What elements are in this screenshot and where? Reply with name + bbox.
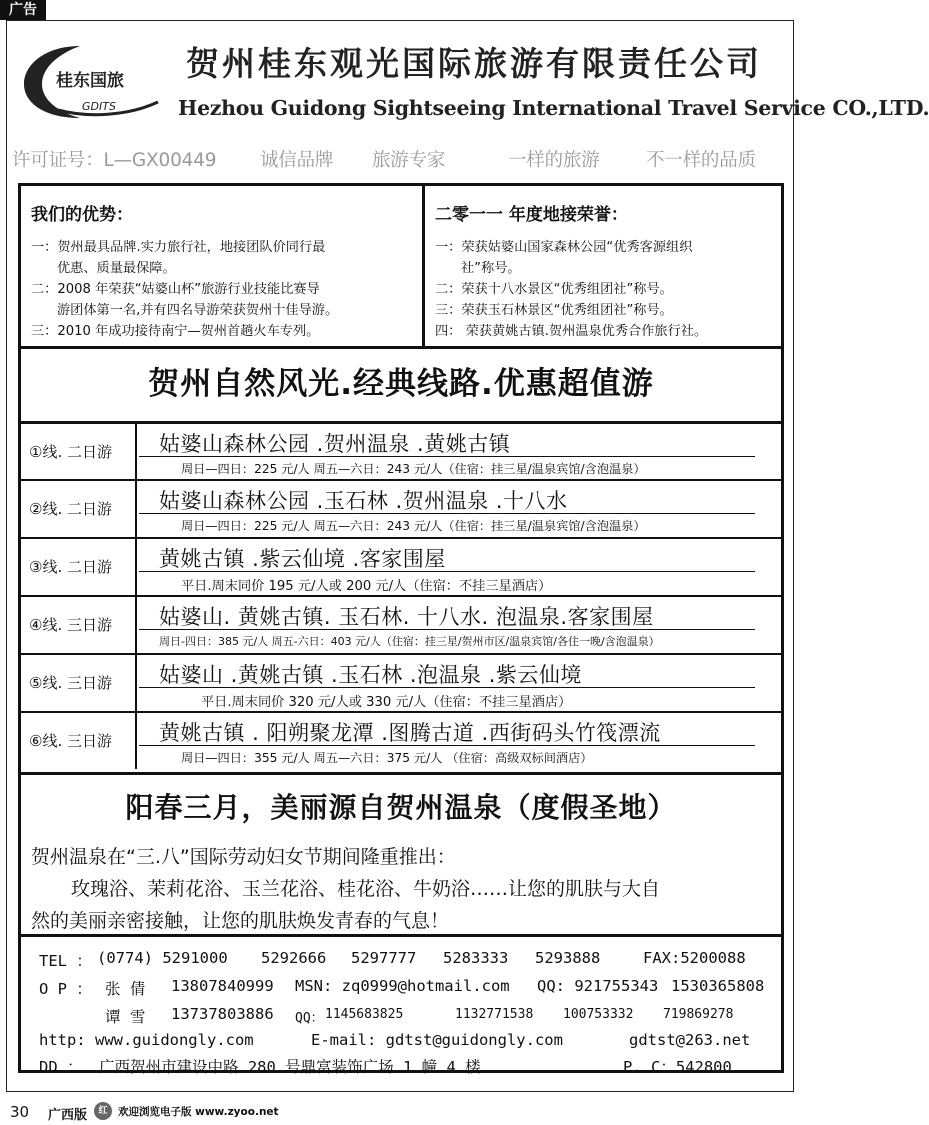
route-price: 周日—四日：225 元/人 周五—六日：243 元/人（住宿：挂三星/温泉宾馆/含泡温泉）: [181, 462, 646, 476]
route-rule: [139, 745, 755, 746]
qq-number: 100753332: [563, 1007, 634, 1022]
spring-text: 贺州温泉在“三.八”国际劳动妇女节期间隆重推出： 玫瑰浴、茉莉花浴、玉兰花浴、桂花浴、牛奶浴……让您的肌肤与大自 然的美丽亲密接触，让您的肌肤焕发青春的气息！: [31, 846, 661, 932]
ad-tag: 广告: [0, 0, 46, 20]
spring-title: 阳春三月，美丽源自贺州温泉（度假圣地）: [21, 772, 781, 838]
company-header: [14, 34, 929, 138]
advantages-section: [21, 186, 425, 346]
email-link[interactable]: gdtst@263.net: [629, 1031, 751, 1049]
route-places: 黄姚古镇 . 阳朔聚龙潭 .图腾古道 .西街码头竹筏漂流: [159, 721, 661, 745]
route-label: ③线. 二日游: [21, 539, 137, 595]
phone-number: 5292666: [261, 949, 327, 967]
route-label: ⑤线. 三日游: [21, 655, 137, 711]
main-box: [18, 183, 784, 1076]
route-row: [21, 421, 781, 479]
company-name-cn: 贺州桂东观光国际旅游有限责任公司: [186, 44, 762, 83]
route-label: ⑥线. 三日游: [21, 713, 137, 769]
honor-item: 一：荣获姑婆山国家森林公园“优秀客源组织 社”称号。: [435, 240, 693, 276]
route-places: 黄姚古镇 .紫云仙境 .客家围屋: [159, 547, 446, 571]
slogan-expert: 旅游专家: [372, 150, 446, 171]
advantage-item: 二：2008 年荣获“姑婆山杯”旅游行业技能比赛导 游团体第一名,并有四名导游荣获贺州十佳导游。: [31, 282, 339, 318]
advantages-title: 我们的优势：: [31, 205, 133, 225]
route-price: 平日.周末同价 320 元/人或 330 元/人（住宿：不挂三星酒店）: [201, 695, 572, 710]
route-label: ①线. 二日游: [21, 424, 137, 480]
honor-item: 二：荣获十八水景区“优秀组团社”称号。: [435, 282, 673, 297]
route-rule: [139, 571, 755, 572]
route-label: ④线. 三日游: [21, 597, 137, 653]
route-price: 周日-四日：385 元/人 周五-六日：403 元/人（住宿：挂三星/贺州市区/温泉宾馆/各住一晚/含泡温泉）: [159, 635, 660, 648]
route-row: [21, 479, 781, 537]
qq-number: 719869278: [663, 1007, 734, 1022]
phone-number: 5297777: [351, 949, 417, 967]
operator-phone: 1530365808: [671, 977, 765, 995]
company-name-en: Hezhou Guidong Sightseeing International Travel Service CO.,LTD.: [178, 96, 929, 120]
route-price: 平日.周末同价 195 元/人或 200 元/人（住宿：不挂三星酒店）: [181, 579, 552, 594]
slogan-bar: [12, 146, 792, 174]
route-row: [21, 595, 781, 653]
route-places: 姑婆山森林公园 .贺州温泉 .黄姚古镇: [159, 432, 511, 456]
contact-section: TEL ： (0774) 5291000 5292666 5297777 5283333 5293888 FAX:5200088 O P ： 张 倩 13807840999 MSN: zq0999@hotmail.com QQ: 921755343 1530365808 谭 雪 13737803886 QQ： 1145683825 1132771538 100753332 719869278 http: www.guidongly.com E-mail: gdtst@guidongly.com gdtst@263.net DD ： 广西贺州市建设中路 280 号鼎富装饰广场 1 幢 4 楼 P. C：542800: [21, 934, 781, 1070]
routes-title: 贺州自然风光.经典线路.优惠超值游: [148, 366, 654, 402]
honor-item: 三：荣获玉石林景区“优秀组团社”称号。: [435, 303, 673, 318]
publication-logo-icon: 红: [94, 1102, 112, 1120]
route-rule: [139, 456, 755, 457]
license-number: 许可证号：L—GX00449: [12, 150, 217, 171]
slogan-brand: 诚信品牌: [260, 150, 334, 171]
logo-text: 桂东国旅: [56, 71, 124, 91]
fax-number: FAX:5200088: [643, 949, 746, 967]
honors-title: 二零一一 年度地接荣誉：: [435, 205, 628, 225]
route-price: 周日—四日：225 元/人 周五—六日：243 元/人（住宿：挂三星/温泉宾馆/含泡温泉）: [181, 519, 646, 533]
route-places: 姑婆山. 黄姚古镇. 玉石林. 十八水. 泡温泉.客家围屋: [159, 605, 654, 629]
operator-phone: 13737803886: [171, 1005, 274, 1023]
operator-name: 谭 雪: [105, 1008, 146, 1026]
publication-site[interactable]: 欢迎浏览电子版 www.zyoo.net: [118, 1106, 279, 1118]
company-logo: [18, 40, 168, 122]
phone-number: 5293888: [535, 949, 601, 967]
page-number: 30: [10, 1103, 30, 1121]
email-link[interactable]: E-mail: gdtst@guidongly.com: [311, 1031, 563, 1049]
route-rule: [139, 513, 755, 514]
qq-number: 1145683825: [325, 1007, 404, 1022]
logo-sub: GDITS: [82, 100, 116, 113]
qq-number: QQ: 921755343: [537, 977, 659, 995]
route-price: 周日—四日：355 元/人 周五—六日：375 元/人 （住宿：高级双标间酒店）: [181, 751, 593, 765]
route-label: ②线. 二日游: [21, 481, 137, 537]
edition-label: 广西版: [48, 1108, 88, 1123]
route-row: [21, 537, 781, 595]
phone-number: 5283333: [443, 949, 509, 967]
advantage-item: 三：2010 年成功接待南宁—贺州首趟火车专列。: [31, 324, 320, 339]
routes-list: [21, 421, 781, 769]
website-link[interactable]: http: www.guidongly.com: [39, 1031, 254, 1049]
phone-number: (0774) 5291000: [97, 949, 228, 967]
honors-section: [425, 186, 781, 346]
msn-address: MSN: zq0999@hotmail.com: [295, 977, 510, 995]
operator-phone: 13807840999: [171, 977, 274, 995]
route-places: 姑婆山森林公园 .玉石林 .贺州温泉 .十八水: [159, 489, 568, 513]
route-places: 姑婆山 .黄姚古镇 .玉石林 .泡温泉 .紫云仙境: [159, 663, 582, 687]
page-footer: [0, 1100, 800, 1125]
qq-number: 1132771538: [455, 1007, 534, 1022]
route-rule: [139, 687, 755, 688]
advantage-item: 一：贺州最具品牌.实力旅行社，地接团队价同行最 优惠、质量最保障。: [31, 240, 326, 276]
slogan-diff: 不一样的品质: [646, 150, 756, 171]
operator-name: 张 倩: [105, 980, 146, 998]
route-row: [21, 711, 781, 769]
route-row: [21, 653, 781, 711]
slogan-same: 一样的旅游: [508, 150, 600, 171]
route-rule: [139, 629, 755, 630]
honor-item: 四： 荣获黄姚古镇.贺州温泉优秀合作旅行社。: [435, 324, 708, 339]
postcode: P. C：542800: [623, 1058, 732, 1076]
address: 广西贺州市建设中路 280 号鼎富装饰广场 1 幢 4 楼: [99, 1058, 481, 1076]
